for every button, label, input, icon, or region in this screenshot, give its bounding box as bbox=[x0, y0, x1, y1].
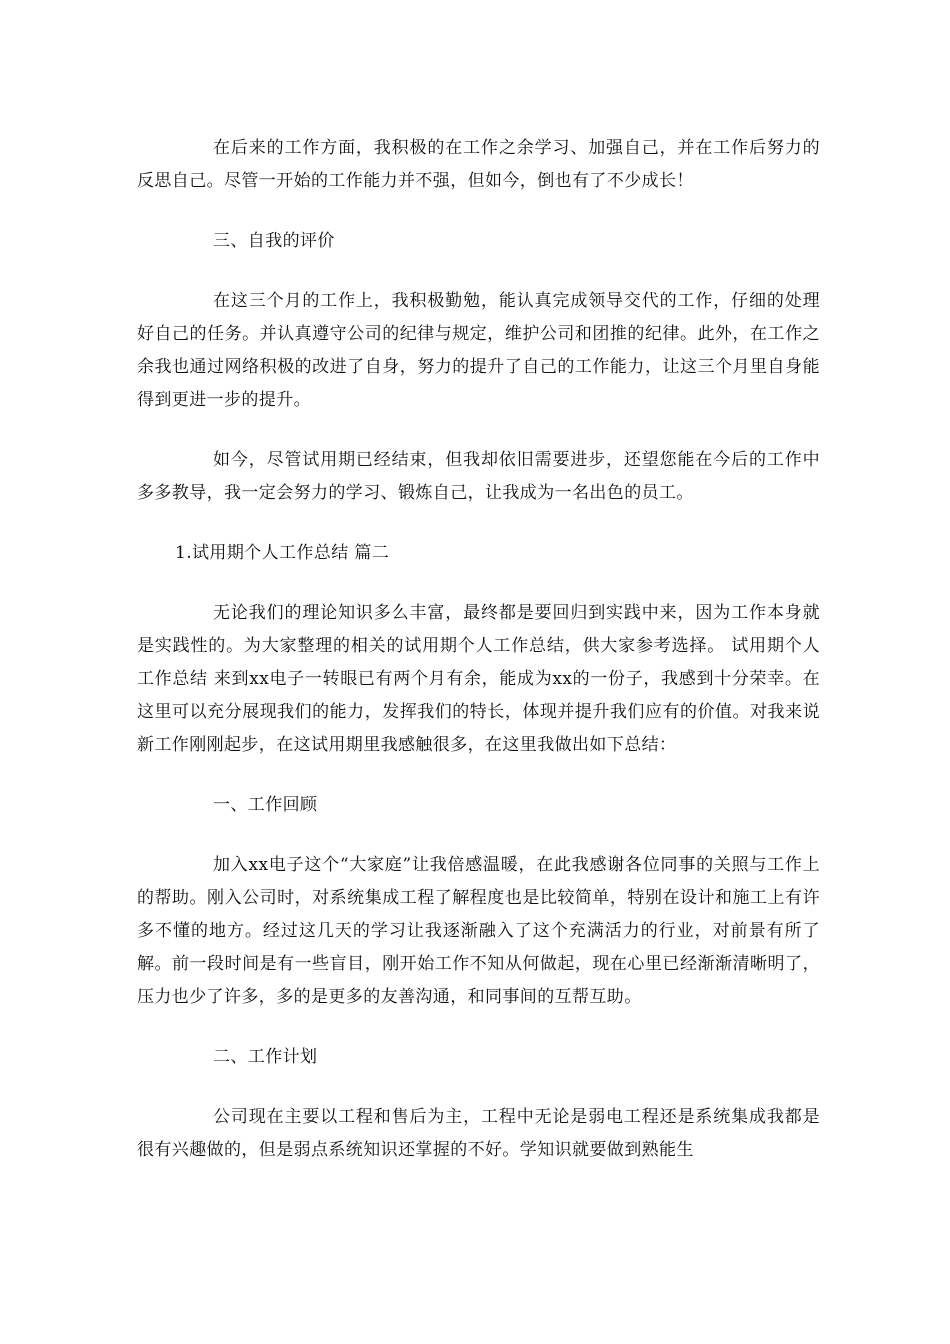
paragraph-three-months: 在这三个月的工作上，我积极勤勉，能认真完成领导交代的工作，仔细的处理好自己的任务。并认真遵守公司的纪律与规定，维护公司和团推的纪律。此外，在工作之余我也通过网络积极的改进了自身，努力的提升了自己的工作能力，让这三个月里自身能得到更进一步的提升。 bbox=[137, 291, 820, 410]
paragraph-conclusion: 如今，尽管试用期已经结束，但我却依旧需要进步，还望您能在今后的工作中多多教导，我一定会努力的学习、锻炼自己，让我成为一名出色的员工。 bbox=[137, 450, 820, 503]
paragraph-company-focus: 公司现在主要以工程和售后为主，工程中无论是弱电工程还是系统集成我都是很有兴趣做的，但是弱点系统知识还掌握的不好。学知识就要做到熟能生 bbox=[137, 1107, 820, 1160]
paragraph-joining-company: 加入xx电子这个“大家庭”让我倍感温暖，在此我感谢各位同事的关照与工作上的帮助。刚入公司时，对系统集成工程了解程度也是比较简单，特别在设计和施工上有许多不懂的地方。经过这几天的学习让我逐渐融入了这个充满活力的行业，对前景有所了解。前一段时间是有一些盲目，刚开始工作不知从何做起，现在心里已经渐渐清晰明了，压力也少了许多，多的是更多的友善沟通，和同事间的互帮互助。 bbox=[137, 855, 820, 1007]
document-page bbox=[137, 132, 820, 1167]
paragraph-intro-summary: 无论我们的理论知识多么丰富，最终都是要回归到实践中来，因为工作本身就是实践性的。为大家整理的相关的试用期个人工作总结，供大家参考选择。 试用期个人工作总结 来到xx电子一转眼已有两个月有余，能成为xx的一份子，我感到十分荣幸。在这里可以充分展现我们的能力，发挥我们的特长，体现并提升我们应有的价值。对我来说新工作刚刚起步，在这试用期里我感触很多，在这里我做出如下总结： bbox=[137, 603, 820, 755]
heading-work-plan: 二、工作计划 bbox=[213, 1047, 318, 1067]
paragraph-work-reflection: 在后来的工作方面，我积极的在工作之余学习、加强自己，并在工作后努力的反思自己。尽管一开始的工作能力并不强，但如今，倒也有了不少成长！ bbox=[137, 138, 820, 191]
heading-self-evaluation: 三、自我的评价 bbox=[213, 231, 335, 251]
section-title-part-two: 1.试用期个人工作总结 篇二 bbox=[175, 543, 390, 563]
heading-work-review: 一、工作回顾 bbox=[213, 795, 318, 815]
